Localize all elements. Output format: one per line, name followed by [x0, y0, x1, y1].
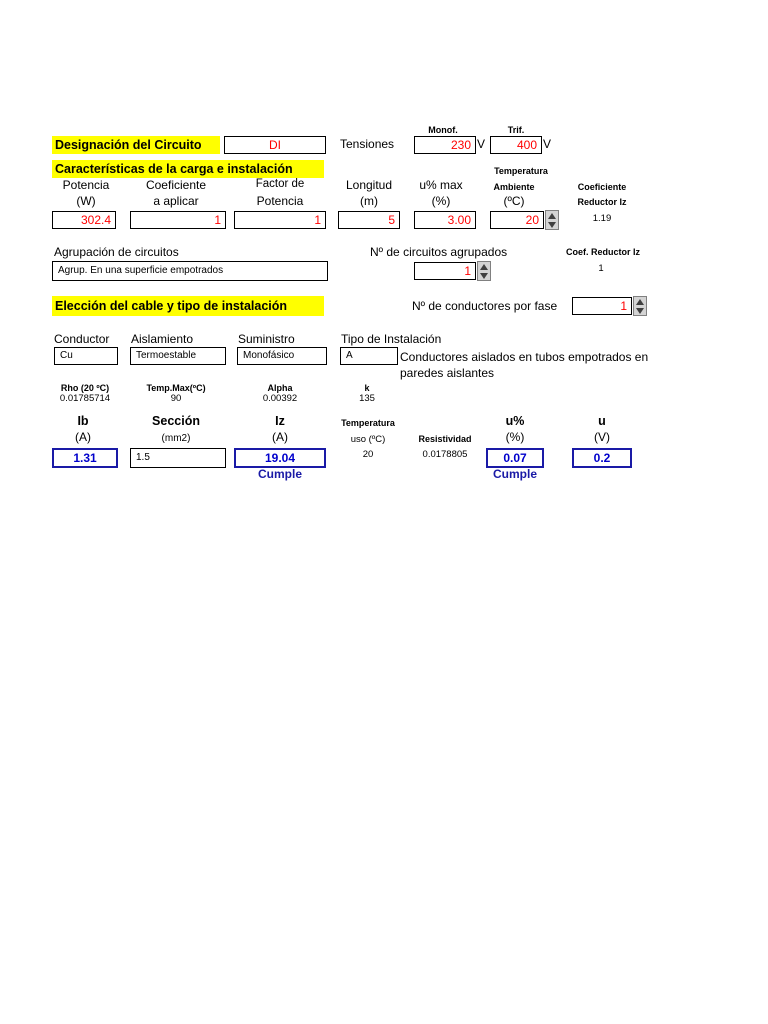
resistividad-label: Resistividad — [418, 434, 472, 444]
temperatura-label: Ambiente — [493, 182, 535, 192]
trif-input[interactable]: 400 — [490, 136, 542, 154]
tipo-instalacion-desc-2: paredes aislantes — [400, 366, 495, 380]
trif-unit: V — [543, 137, 552, 151]
cable-header: Elección del cable y tipo de instalación — [52, 296, 324, 316]
n-conductores-label: Nº de conductores por fase — [412, 299, 558, 313]
ib-value: 1.31 — [52, 448, 118, 468]
chevron-up-icon[interactable] — [636, 299, 644, 305]
iz-unit: (A) — [272, 430, 288, 444]
carga-header: Características de la carga e instalación — [52, 160, 324, 178]
chevron-down-icon[interactable] — [636, 308, 644, 314]
n-circuitos-label: Nº de circuitos agrupados — [370, 245, 508, 259]
tipo-instalacion-label: Tipo de Instalación — [341, 332, 442, 346]
coeficiente-label: Coeficiente — [145, 178, 207, 192]
rho-label: Rho (20 ºC) — [60, 383, 110, 393]
upct-unit: (%) — [505, 430, 525, 444]
coef-reductor-label: Coeficiente — [577, 182, 627, 192]
n-conductores-input[interactable]: 1 — [572, 297, 632, 315]
agrupacion-label: Agrupación de circuitos — [54, 245, 179, 259]
u-value: 0.2 — [572, 448, 632, 468]
temperatura-label-top: Temperatura — [494, 166, 548, 176]
k-value: 135 — [359, 393, 375, 404]
potencia-unit: (W) — [76, 194, 96, 208]
factor-input[interactable]: 1 — [234, 211, 326, 229]
n-circuitos-input[interactable]: 1 — [414, 262, 476, 280]
ib-label: Ib — [77, 414, 89, 428]
aislamiento-select[interactable]: Termoestable — [130, 347, 226, 365]
alpha-value: 0.00392 — [262, 393, 298, 404]
longitud-input[interactable]: 5 — [338, 211, 400, 229]
tensiones-label: Tensiones — [340, 137, 395, 151]
seccion-label: Sección — [152, 414, 200, 428]
n-circuitos-spinner[interactable] — [477, 261, 491, 281]
factor-label-2: Potencia — [256, 194, 304, 208]
conductor-select[interactable]: Cu — [54, 347, 118, 365]
longitud-label: Longitud — [345, 178, 393, 192]
agrupacion-select[interactable]: Agrup. En una superficie empotrados — [52, 261, 328, 281]
temp-uso-value: 20 — [362, 449, 374, 460]
temperatura-unit: (ºC) — [503, 194, 525, 208]
upct-label: u% — [505, 414, 525, 428]
resistividad-value: 0.0178805 — [422, 449, 468, 460]
umax-unit: (%) — [431, 194, 451, 208]
tipo-instalacion-desc: Conductores aislados en tubos empotrados en — [400, 350, 649, 364]
seccion-select[interactable]: 1.5 — [130, 448, 226, 468]
coef-reductor-label-2: Reductor Iz — [577, 197, 627, 207]
suministro-label: Suministro — [238, 332, 295, 346]
monof-unit: V — [477, 137, 486, 151]
rho-value: 0.01785714 — [59, 393, 111, 404]
designacion-input[interactable]: DI — [224, 136, 326, 154]
umax-input[interactable]: 3.00 — [414, 211, 476, 229]
u-label: u — [598, 414, 606, 428]
chevron-down-icon[interactable] — [548, 222, 556, 228]
potencia-input[interactable]: 302.4 — [52, 211, 116, 229]
u-unit: (V) — [594, 430, 610, 444]
upct-value: 0.07 — [486, 448, 544, 468]
coef-reductor-value: 1.19 — [592, 213, 612, 224]
iz-value: 19.04 — [234, 448, 326, 468]
coef-reductor-agrup-label: Coef. Reductor Iz — [565, 247, 640, 257]
chevron-down-icon[interactable] — [480, 273, 488, 279]
n-conductores-spinner[interactable] — [633, 296, 647, 316]
upct-status: Cumple — [492, 467, 537, 481]
chevron-up-icon[interactable] — [480, 264, 488, 270]
iz-status: Cumple — [257, 467, 302, 481]
temperatura-spinner[interactable] — [545, 210, 559, 230]
k-label: k — [364, 383, 370, 393]
factor-label: Factor de — [255, 178, 305, 190]
seccion-unit: (mm2) — [161, 433, 191, 444]
ib-unit: (A) — [75, 430, 91, 444]
longitud-unit: (m) — [360, 194, 378, 208]
chevron-up-icon[interactable] — [548, 213, 556, 219]
coef-reductor-agrup-value: 1 — [598, 263, 604, 274]
coeficiente-input[interactable]: 1 — [130, 211, 226, 229]
monof-label: Monof. — [428, 125, 458, 135]
trif-label: Trif. — [507, 125, 525, 135]
aislamiento-label: Aislamiento — [131, 332, 194, 346]
iz-label: Iz — [275, 414, 285, 428]
suministro-select[interactable]: Monofásico — [237, 347, 327, 365]
temp-uso-label-2: uso (ºC) — [350, 434, 386, 445]
potencia-label: Potencia — [62, 178, 110, 192]
temp-uso-label: Temperatura — [341, 418, 395, 428]
tempmax-label: Temp.Max(ºC) — [146, 383, 206, 393]
alpha-label: Alpha — [267, 383, 293, 393]
monof-input[interactable]: 230 — [414, 136, 476, 154]
tempmax-value: 90 — [170, 393, 182, 404]
tipo-instalacion-select[interactable]: A — [340, 347, 398, 365]
temperatura-input[interactable]: 20 — [490, 211, 544, 229]
conductor-label: Conductor — [54, 332, 110, 346]
umax-label: u% max — [419, 178, 463, 192]
designacion-label: Designación del Circuito — [52, 136, 220, 154]
coeficiente-label-2: a aplicar — [153, 194, 199, 208]
